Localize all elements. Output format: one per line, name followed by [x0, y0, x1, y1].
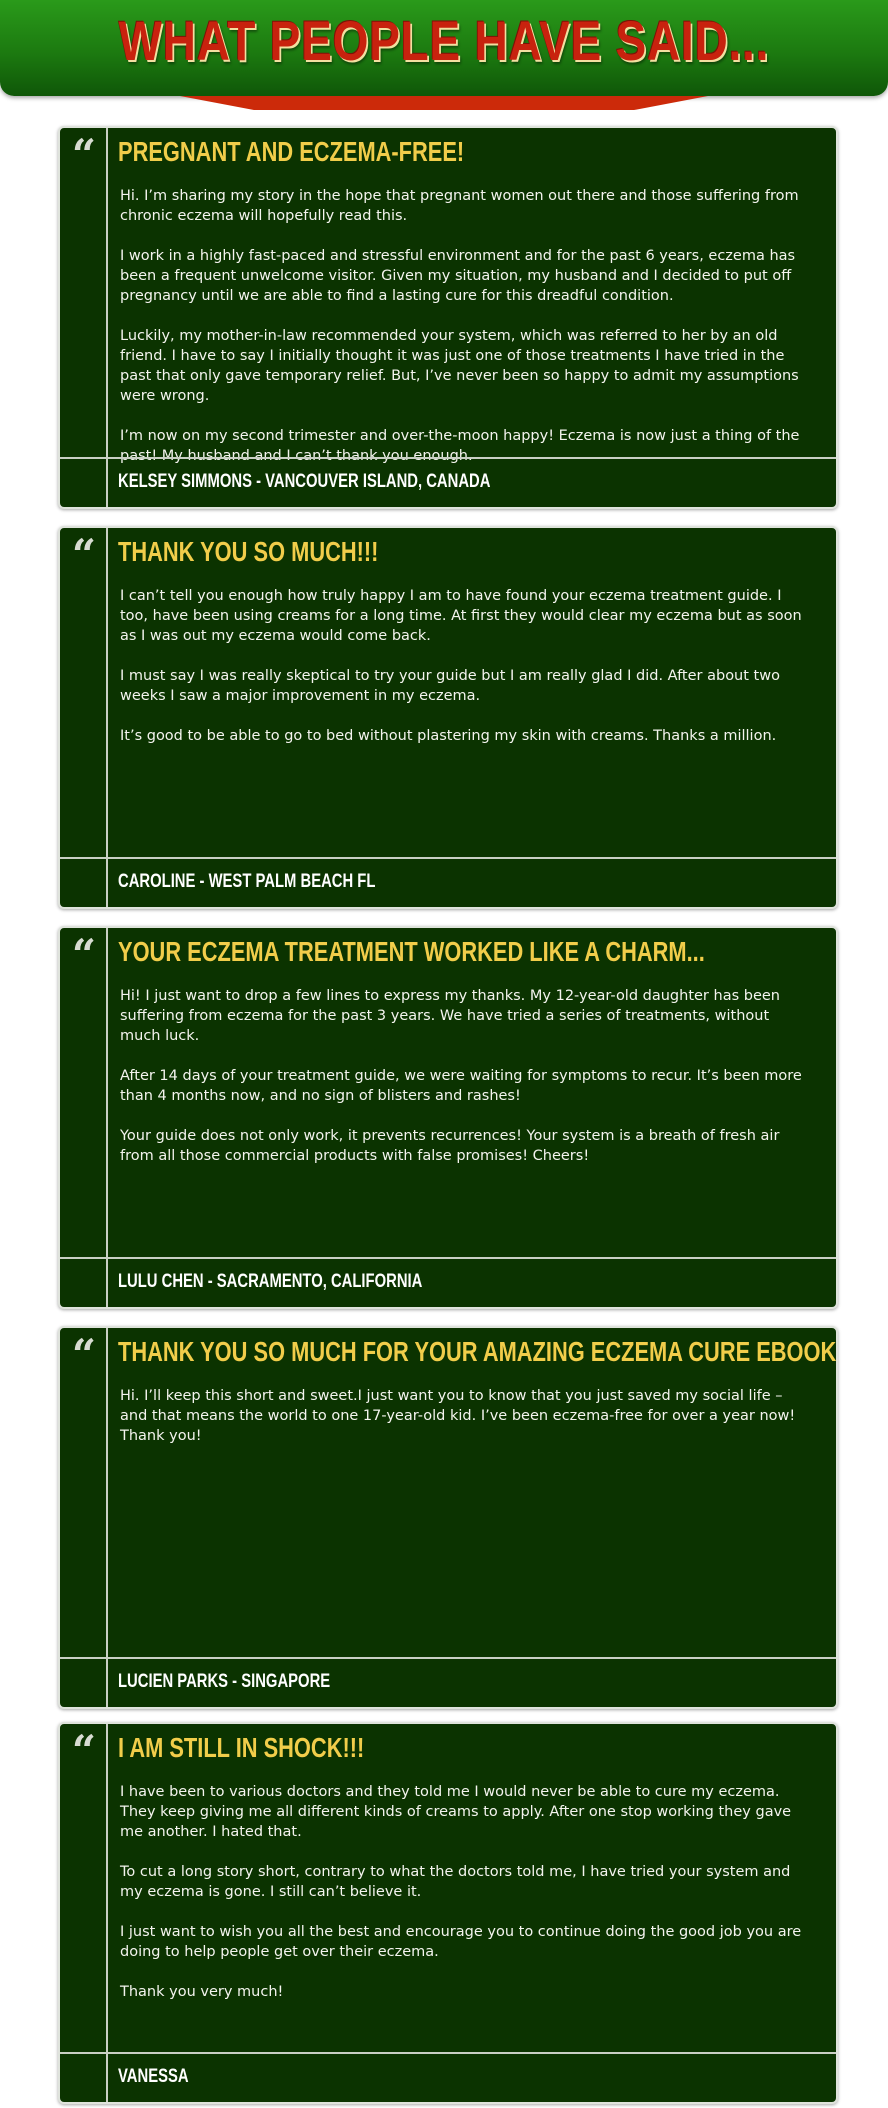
testimonial-title: YOUR ECZEMA TREATMENT WORKED LIKE A CHARM...	[118, 936, 705, 967]
testimonial-footer	[60, 2052, 836, 2102]
testimonial-card	[58, 1326, 838, 1709]
testimonial-footer	[60, 1657, 836, 1707]
testimonial-author: CAROLINE - WEST PALM BEACH FL	[118, 871, 376, 892]
testimonial-body	[120, 986, 808, 1186]
testimonial-paragraph: Hi! I just want to drop a few lines to express my thanks. My 12-year-old daughter has been suffering from eczema for the past 3 years. We have tried a series of treatments, without much luck.	[120, 988, 780, 1044]
testimonial-card	[58, 526, 838, 909]
page-title: WHAT PEOPLE HAVE SAID...	[118, 9, 770, 72]
testimonial-body	[120, 586, 808, 766]
testimonial-paragraph: Hi. I’ll keep this short and sweet.I just want you to know that you just saved my social life – and that means the world to one 17-year-old kid. I’ve been eczema-free for over a year now! Thank you!	[120, 1388, 796, 1444]
quote-mark-icon: “	[71, 530, 97, 579]
testimonial-paragraph: I’m now on my second trimester and over-the-moon happy! Eczema is now just a thing of the past! My husband and I can’t thank you enough.	[120, 428, 800, 464]
testimonial-footer	[60, 457, 836, 507]
testimonial-paragraph: I just want to wish you all the best and encourage you to continue doing the good job you are doing to help people get over their eczema.	[120, 1924, 802, 1960]
card-divider	[106, 128, 108, 507]
testimonial-author: LULU CHEN - SACRAMENTO, CALIFORNIA	[118, 1271, 423, 1292]
testimonial-paragraph: I can’t tell you enough how truly happy I am to have found your eczema treatment guide. I too, have been using creams for a long time. At first they would clear my eczema but as soon as I was out my eczema would come back.	[120, 588, 802, 644]
card-divider	[106, 928, 108, 1307]
testimonial-paragraph: I must say I was really skeptical to try your guide but I am really glad I did. After about two weeks I saw a major improvement in my eczema.	[120, 668, 780, 704]
page-header-banner	[0, 0, 888, 96]
testimonial-card	[58, 926, 838, 1309]
testimonial-paragraph: To cut a long story short, contrary to what the doctors told me, I have tried your system and my eczema is gone. I still can’t believe it.	[120, 1864, 791, 1900]
testimonial-paragraph: Hi. I’m sharing my story in the hope that pregnant women out there and those suffering from chronic eczema will hopefully read this.	[120, 188, 799, 224]
quote-mark-icon: “	[71, 1726, 97, 1775]
testimonial-author: VANESSA	[118, 2066, 189, 2087]
header-ribbon	[180, 96, 708, 110]
testimonial-card	[58, 126, 838, 509]
testimonial-card	[58, 1722, 838, 2104]
testimonial-paragraph: Luckily, my mother-in-law recommended your system, which was referred to her by an old friend. I have to say I initially thought it was just one of those treatments I have tried in the past that only gave temporary relief. But, I’ve never been so happy to admit my assumptions were wrong.	[120, 328, 799, 404]
quote-mark-icon: “	[71, 1330, 97, 1379]
testimonial-title: THANK YOU SO MUCH!!!	[118, 536, 379, 567]
testimonial-footer	[60, 857, 836, 907]
testimonial-paragraph: Thank you very much!	[120, 1984, 284, 2000]
testimonial-author: KELSEY SIMMONS - VANCOUVER ISLAND, CANADA	[118, 471, 491, 492]
testimonial-body	[120, 1386, 808, 1466]
testimonial-paragraph: After 14 days of your treatment guide, we were waiting for symptoms to recur. It’s been more than 4 months now, and no sign of blisters and rashes!	[120, 1068, 802, 1104]
testimonial-title: I AM STILL IN SHOCK!!!	[118, 1732, 365, 1763]
testimonial-paragraph: It’s good to be able to go to bed without plastering my skin with creams. Thanks a million.	[120, 728, 777, 744]
testimonial-author: LUCIEN PARKS - SINGAPORE	[118, 1671, 331, 1692]
card-divider	[106, 1724, 108, 2102]
testimonial-footer	[60, 1257, 836, 1307]
testimonial-body	[120, 186, 808, 486]
testimonial-title: PREGNANT AND ECZEMA-FREE!	[118, 136, 465, 167]
testimonial-body	[120, 1782, 808, 2022]
testimonial-paragraph: Your guide does not only work, it prevents recurrences! Your system is a breath of fresh air from all those commercial products with false promises! Cheers!	[120, 1128, 780, 1164]
card-divider	[106, 1328, 108, 1707]
testimonial-title: THANK YOU SO MUCH FOR YOUR AMAZING ECZEMA CURE EBOOK	[118, 1336, 837, 1367]
quote-mark-icon: “	[71, 930, 97, 979]
testimonial-paragraph: I have been to various doctors and they told me I would never be able to cure my eczema. They keep giving me all different kinds of creams to apply. After one stop working they gave me another. I hated that.	[120, 1784, 792, 1840]
card-divider	[106, 528, 108, 907]
quote-mark-icon: “	[71, 130, 97, 179]
testimonial-paragraph: I work in a highly fast-paced and stressful environment and for the past 6 years, eczema has been a frequent unwelcome visitor. Given my situation, my husband and I decided to put off pregnancy until we are able to find a lasting cure for this dreadful condition.	[120, 248, 796, 304]
